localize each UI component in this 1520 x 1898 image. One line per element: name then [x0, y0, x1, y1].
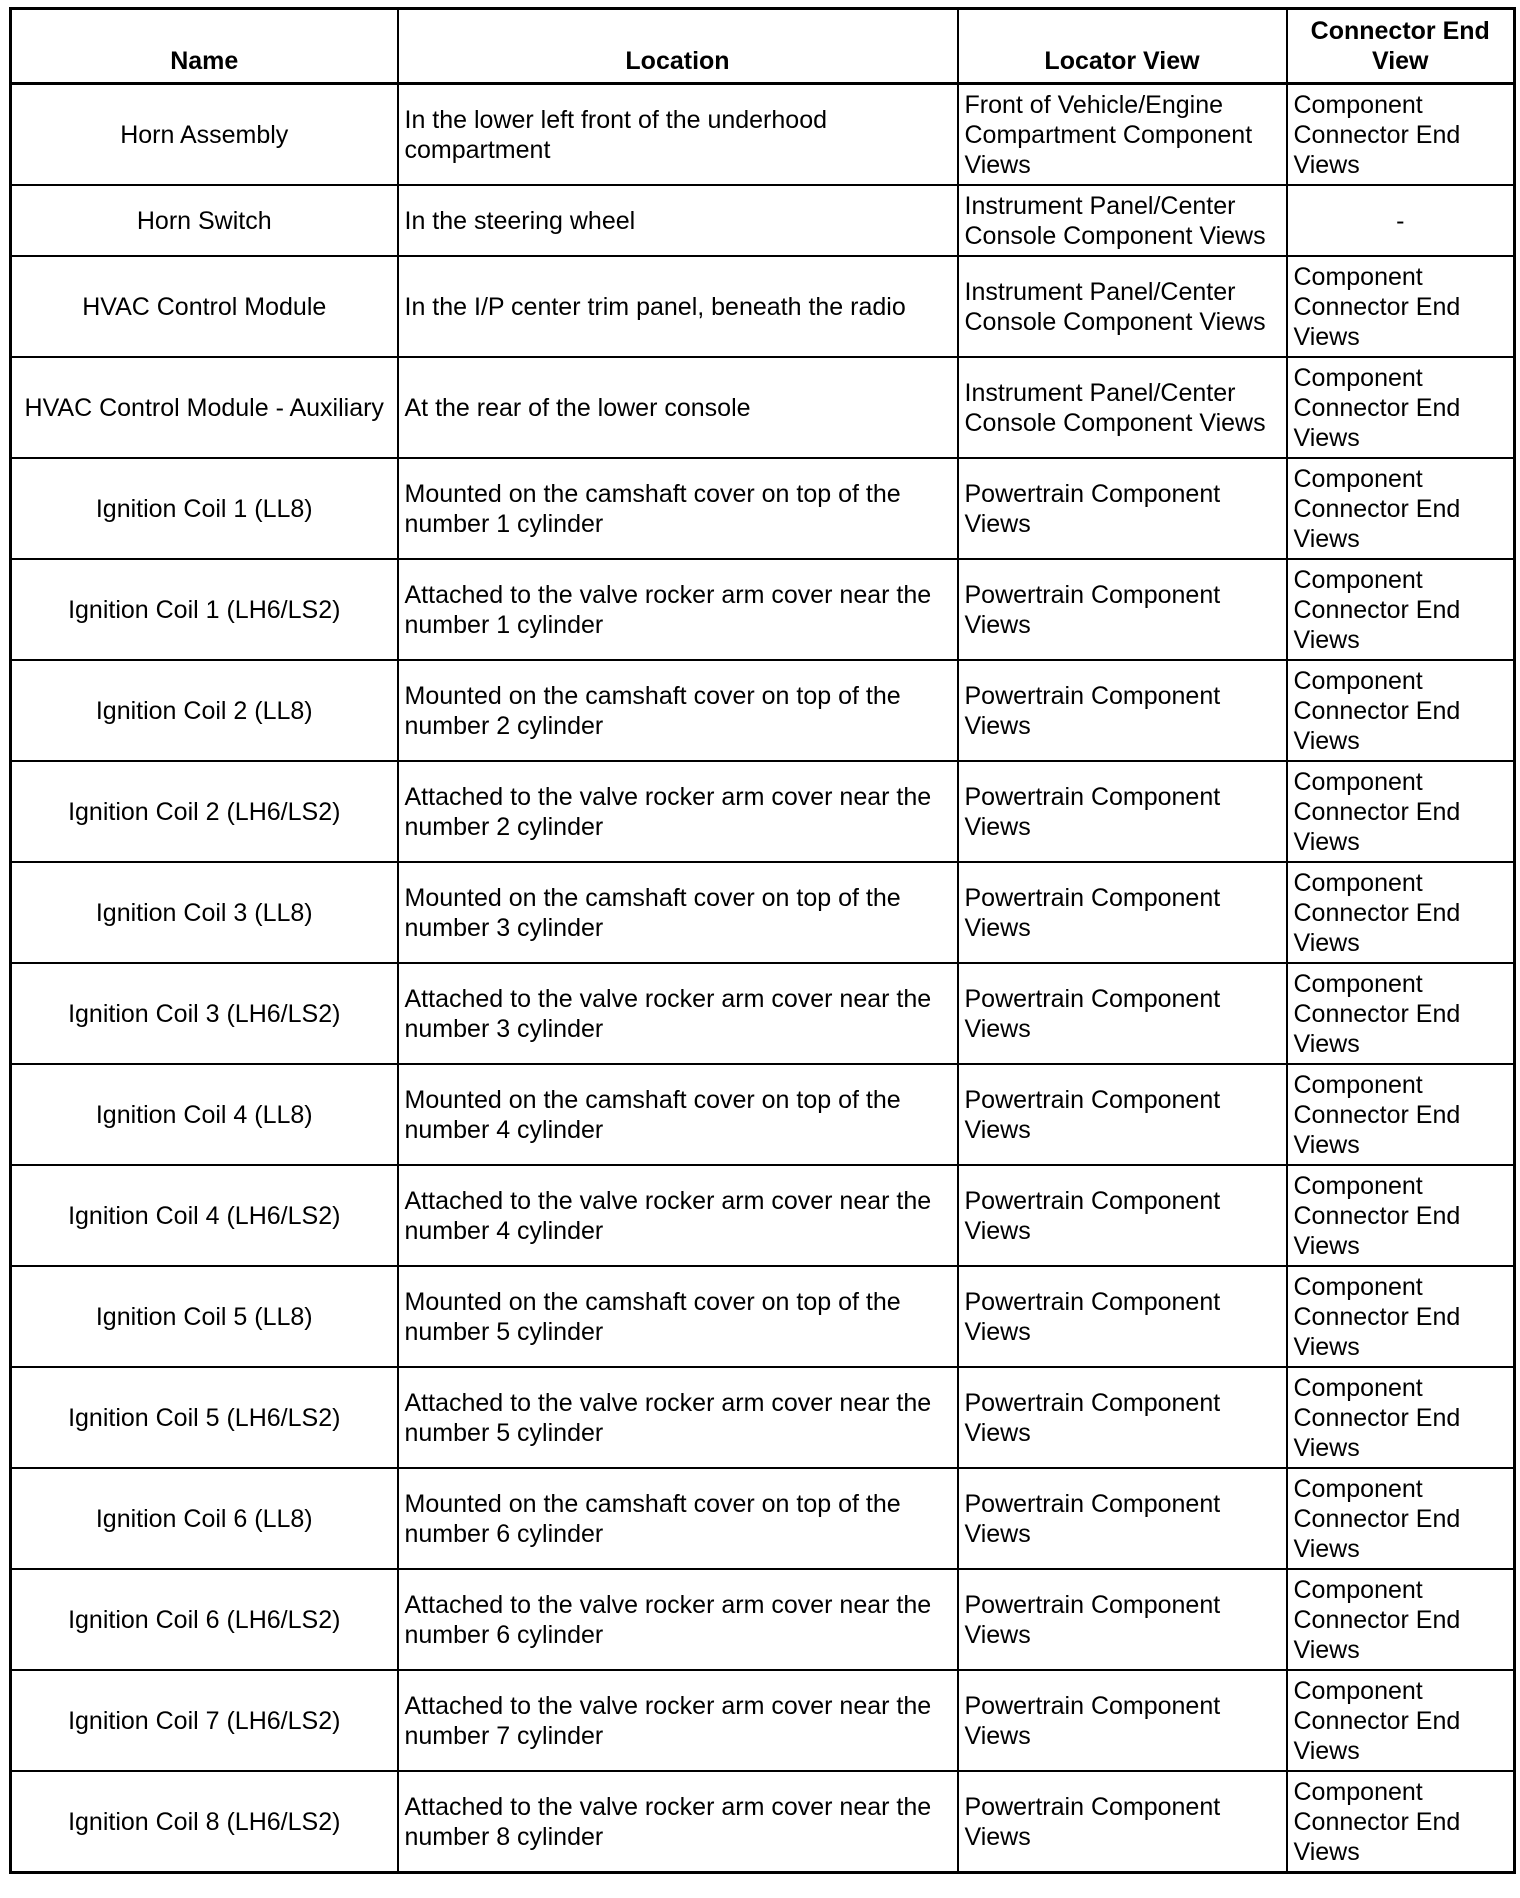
table-row: [11, 761, 1515, 862]
header-locator-view: Locator View: [958, 9, 1287, 84]
cell-connector-end-view: Component Connector End Views: [1287, 256, 1515, 357]
cell-locator-view: Powertrain Component Views: [958, 963, 1287, 1064]
cell-locator-view: Powertrain Component Views: [958, 761, 1287, 862]
cell-locator-view: Powertrain Component Views: [958, 1771, 1287, 1873]
cell-connector-end-view: Component Connector End Views: [1287, 1064, 1515, 1165]
cell-name: Horn Switch: [11, 185, 398, 256]
cell-locator-view: Powertrain Component Views: [958, 458, 1287, 559]
table-row: [11, 1569, 1515, 1670]
table-row: [11, 458, 1515, 559]
cell-name: Ignition Coil 1 (LH6/LS2): [11, 559, 398, 660]
table-row: [11, 185, 1515, 256]
table-row: [11, 660, 1515, 761]
cell-location: In the steering wheel: [398, 185, 958, 256]
cell-connector-end-view: Component Connector End Views: [1287, 1165, 1515, 1266]
header-connector-end-view: Connector End View: [1287, 9, 1515, 84]
table-row: [11, 1165, 1515, 1266]
cell-connector-end-view: Component Connector End Views: [1287, 862, 1515, 963]
cell-name: Ignition Coil 7 (LH6/LS2): [11, 1670, 398, 1771]
cell-location: Attached to the valve rocker arm cover near the number 3 cylinder: [398, 963, 958, 1064]
cell-connector-end-view: Component Connector End Views: [1287, 1367, 1515, 1468]
cell-locator-view: Powertrain Component Views: [958, 1266, 1287, 1367]
table-row: [11, 1670, 1515, 1771]
table-row: [11, 84, 1515, 186]
header-location: Location: [398, 9, 958, 84]
cell-connector-end-view: Component Connector End Views: [1287, 1266, 1515, 1367]
cell-location: Attached to the valve rocker arm cover near the number 1 cylinder: [398, 559, 958, 660]
cell-name: Horn Assembly: [11, 84, 398, 186]
cell-location: Attached to the valve rocker arm cover near the number 5 cylinder: [398, 1367, 958, 1468]
cell-name: HVAC Control Module - Auxiliary: [11, 357, 398, 458]
table-row: [11, 862, 1515, 963]
cell-location: In the I/P center trim panel, beneath the radio: [398, 256, 958, 357]
cell-locator-view: Powertrain Component Views: [958, 1468, 1287, 1569]
cell-location: Attached to the valve rocker arm cover near the number 7 cylinder: [398, 1670, 958, 1771]
cell-connector-end-view: Component Connector End Views: [1287, 761, 1515, 862]
cell-connector-end-view: Component Connector End Views: [1287, 1468, 1515, 1569]
cell-name: Ignition Coil 3 (LH6/LS2): [11, 963, 398, 1064]
cell-locator-view: Powertrain Component Views: [958, 660, 1287, 761]
cell-location: Mounted on the camshaft cover on top of the number 3 cylinder: [398, 862, 958, 963]
cell-name: Ignition Coil 4 (LL8): [11, 1064, 398, 1165]
component-locator-table: [9, 7, 1516, 1874]
cell-name: HVAC Control Module: [11, 256, 398, 357]
cell-name: Ignition Coil 6 (LH6/LS2): [11, 1569, 398, 1670]
cell-locator-view: Powertrain Component Views: [958, 1670, 1287, 1771]
header-name: Name: [11, 9, 398, 84]
cell-location: At the rear of the lower console: [398, 357, 958, 458]
cell-connector-end-view: Component Connector End Views: [1287, 660, 1515, 761]
cell-name: Ignition Coil 5 (LL8): [11, 1266, 398, 1367]
component-locator-page: [9, 7, 1513, 1874]
cell-locator-view: Powertrain Component Views: [958, 1569, 1287, 1670]
cell-locator-view: Front of Vehicle/Engine Compartment Component Views: [958, 84, 1287, 186]
cell-name: Ignition Coil 6 (LL8): [11, 1468, 398, 1569]
cell-connector-end-view: Component Connector End Views: [1287, 1771, 1515, 1873]
table-row: [11, 963, 1515, 1064]
table-header: [11, 9, 1515, 84]
cell-connector-end-view: Component Connector End Views: [1287, 1569, 1515, 1670]
cell-connector-end-view: Component Connector End Views: [1287, 84, 1515, 186]
cell-name: Ignition Coil 2 (LL8): [11, 660, 398, 761]
cell-name: Ignition Coil 8 (LH6/LS2): [11, 1771, 398, 1873]
table-row: [11, 1468, 1515, 1569]
table-row: [11, 559, 1515, 660]
cell-location: Attached to the valve rocker arm cover near the number 4 cylinder: [398, 1165, 958, 1266]
cell-name: Ignition Coil 5 (LH6/LS2): [11, 1367, 398, 1468]
cell-connector-end-view: Component Connector End Views: [1287, 1670, 1515, 1771]
table-row: [11, 1064, 1515, 1165]
cell-name: Ignition Coil 2 (LH6/LS2): [11, 761, 398, 862]
cell-locator-view: Instrument Panel/Center Console Component Views: [958, 185, 1287, 256]
cell-connector-end-view: -: [1287, 185, 1515, 256]
cell-connector-end-view: Component Connector End Views: [1287, 458, 1515, 559]
cell-locator-view: Powertrain Component Views: [958, 1165, 1287, 1266]
cell-location: Attached to the valve rocker arm cover near the number 6 cylinder: [398, 1569, 958, 1670]
cell-location: Attached to the valve rocker arm cover near the number 8 cylinder: [398, 1771, 958, 1873]
cell-name: Ignition Coil 3 (LL8): [11, 862, 398, 963]
cell-location: Mounted on the camshaft cover on top of the number 4 cylinder: [398, 1064, 958, 1165]
cell-location: Mounted on the camshaft cover on top of the number 5 cylinder: [398, 1266, 958, 1367]
cell-locator-view: Instrument Panel/Center Console Component Views: [958, 357, 1287, 458]
cell-name: Ignition Coil 1 (LL8): [11, 458, 398, 559]
cell-locator-view: Instrument Panel/Center Console Component Views: [958, 256, 1287, 357]
table-row: [11, 1266, 1515, 1367]
cell-location: Mounted on the camshaft cover on top of the number 2 cylinder: [398, 660, 958, 761]
cell-connector-end-view: Component Connector End Views: [1287, 357, 1515, 458]
header-row: [11, 9, 1515, 84]
table-row: [11, 1771, 1515, 1873]
table-row: [11, 357, 1515, 458]
cell-locator-view: Powertrain Component Views: [958, 1064, 1287, 1165]
cell-locator-view: Powertrain Component Views: [958, 862, 1287, 963]
cell-location: Mounted on the camshaft cover on top of the number 1 cylinder: [398, 458, 958, 559]
cell-locator-view: Powertrain Component Views: [958, 1367, 1287, 1468]
cell-location: In the lower left front of the underhood compartment: [398, 84, 958, 186]
cell-name: Ignition Coil 4 (LH6/LS2): [11, 1165, 398, 1266]
cell-connector-end-view: Component Connector End Views: [1287, 963, 1515, 1064]
table-row: [11, 256, 1515, 357]
table-row: [11, 1367, 1515, 1468]
cell-connector-end-view: Component Connector End Views: [1287, 559, 1515, 660]
cell-location: Attached to the valve rocker arm cover near the number 2 cylinder: [398, 761, 958, 862]
table-body: [11, 84, 1515, 1873]
cell-locator-view: Powertrain Component Views: [958, 559, 1287, 660]
cell-location: Mounted on the camshaft cover on top of the number 6 cylinder: [398, 1468, 958, 1569]
